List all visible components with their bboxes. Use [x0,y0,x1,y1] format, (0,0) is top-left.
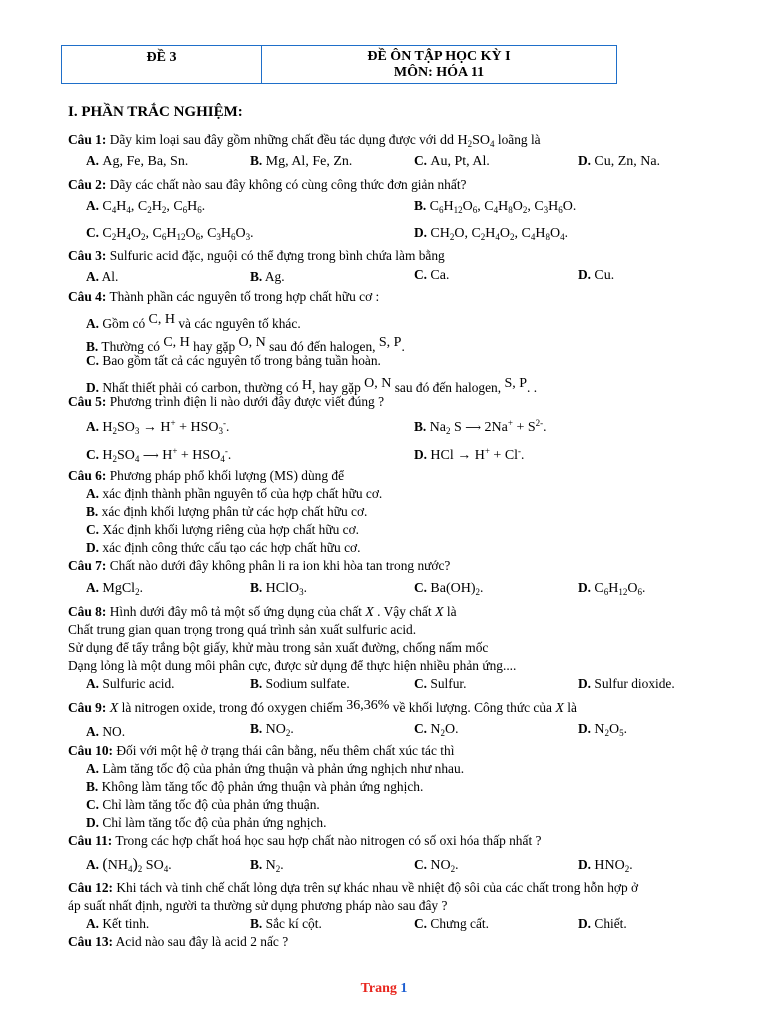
q1-option-d[interactable]: D. Cu, Zn, Na. [578,153,660,169]
q1-option-c[interactable]: C. Au, Pt, Al. [414,153,490,169]
q7-option-c[interactable]: C. $Ba(OH)_2$. [414,580,484,597]
q3-option-a[interactable]: A. Al. [86,269,119,284]
q9-option-d[interactable]: D. $N_2O_5$. [578,721,627,738]
q7-option-a[interactable]: A. MgCl$_2$. [86,580,143,597]
exam-number: ĐỀ 3 [62,46,262,83]
q4-option-b[interactable]: B. Thường có C, H hay gặp O, N sau đó đến halogen, S, P. [86,335,405,354]
page-footer [0,981,768,997]
page-number: 1 [400,981,408,996]
q11-option-c[interactable]: C. $NO_2$. [414,857,459,874]
question-6: Câu 6: Phương pháp phổ khối lượng (MS) dùng để [68,468,345,483]
exam-title: ĐỀ ÔN TẬP HỌC KỲ I MÔN: HÓA 11 [367,49,511,80]
q5-option-a[interactable]: A. $H_2SO_3 \to H^+ + HSO_3^-$. [86,418,230,436]
q8-line-1: Chất trung gian quan trọng trong quá trình sản xuất sulfuric acid. [68,622,417,637]
q12-option-b[interactable]: B. Sắc kí cột. [250,916,322,931]
q6-option-b[interactable]: B. xác định khối lượng phân tử các hợp chất hữu cơ. [86,504,368,519]
q6-option-c[interactable]: C. Xác định khối lượng riêng của hợp chất hữu cơ. [86,522,360,537]
q8-option-c[interactable]: C. Sulfur. [414,676,467,691]
question-3: Câu 3: Sulfuric acid đặc, nguội có thể đựng trong bình chứa làm bằng [68,248,445,263]
q2-option-d[interactable]: D. $CH_2O$, $C_2H_4O_2$, $C_4H_8O_4$. [414,225,568,242]
q4-option-a[interactable]: A. Gồm có C, H và các nguyên tố khác. [86,312,301,331]
question-12: Câu 12: Khi tách và tinh chế chất lỏng dựa trên sự khác nhau về nhiệt độ sôi của các chất trong hỗn hợp ở [68,880,639,895]
question-7: Câu 7: Chất nào dưới đây không phân li ra ion khi hòa tan trong nước? [68,558,451,573]
q3-option-b[interactable]: B. Ag. [250,269,285,284]
q8-option-a[interactable]: A. Sulfuric acid. [86,676,175,691]
q4-option-c[interactable]: C. Bao gồm tất cả các nguyên tố trong bảng tuần hoàn. [86,353,381,368]
question-1: Câu 1: Dãy kim loại sau đây gồm những chất đều tác dụng được với dd $H_2SO_4$ loãng là [68,132,541,149]
question-13: Câu 13: Acid nào sau đây là acid 2 nấc ? [68,934,289,949]
question-12-cont: áp suất nhất định, người ta thường sử dụng phương pháp nào sau đây ? [68,898,448,913]
q2-option-c[interactable]: C. $C_2H_4O_2$, $C_6H_{12}O_6$, $C_3H_6O_3$. [86,225,254,242]
q5-option-d[interactable]: D. HCl → H+ + Cl-. [414,446,525,463]
q10-option-a[interactable]: A. Làm tăng tốc độ của phản ứng thuận và phản ứng nghịch như nhau. [86,761,465,776]
q9-option-a[interactable]: A. NO. [86,724,126,739]
q12-option-d[interactable]: D. Chiết. [578,916,627,931]
q7-option-d[interactable]: D. $C_6H_{12}O_6$. [578,580,646,597]
q3-option-d[interactable]: D. Cu. [578,267,615,283]
q11-option-d[interactable]: D. $HNO_2$. [578,857,633,874]
q8-option-d[interactable]: D. Sulfur dioxide. [578,676,675,691]
question-4: Câu 4: Thành phần các nguyên tố trong hợp chất hữu cơ : [68,289,380,304]
q4-option-d[interactable]: D. Nhất thiết phải có carbon, thường có H, hay gặp O, N sau đó đến halogen, S, P. . [86,376,538,395]
q10-option-d[interactable]: D. Chỉ làm tăng tốc độ của phản ứng nghịch. [86,815,327,830]
q8-line-2: Sử dụng để tẩy trắng bột giấy, khử màu trong sản xuất đường, chống nấm mốc [68,640,489,655]
q6-option-a[interactable]: A. xác định thành phần nguyên tố của hợp chất hữu cơ. [86,486,383,501]
q1-option-b[interactable]: B. Mg, Al, Fe, Zn. [250,153,353,169]
q2-option-a[interactable]: A. $C_4H_4$, $C_2H_2$, $C_6H_6$. [86,198,206,215]
q5-option-c[interactable]: C. $H_2SO_4$ ⟶ $H^+ + HSO_4^-$. [86,446,232,464]
question-11: Câu 11: Trong các hợp chất hoá học sau hợp chất nào nitrogen có số oxi hóa thấp nhất ? [68,833,542,848]
question-5: Câu 5: Phương trình điện li nào dưới đây được viết đúng ? [68,394,385,409]
q10-option-b[interactable]: B. Không làm tăng tốc độ phản ứng thuận và phản ứng nghịch. [86,779,424,794]
q7-option-b[interactable]: B. HClO$_3$. [250,580,307,597]
header-box [61,45,617,84]
q11-option-a[interactable]: A. $(NH_4)_2$ $SO_4$. [86,856,172,874]
question-10: Câu 10: Đối với một hệ ở trạng thái cân bằng, nếu thêm chất xúc tác thì [68,743,455,758]
q12-option-a[interactable]: A. Kết tinh. [86,916,150,931]
q10-option-c[interactable]: C. Chỉ làm tăng tốc độ của phản ứng thuận. [86,797,320,812]
question-9: Câu 9: X là nitrogen oxide, trong đó oxygen chiếm 36,36% về khối lượng. Công thức của X là [68,698,577,716]
q3-option-c[interactable]: C. Ca. [414,267,450,283]
section-title: I. PHẦN TRẮC NGHIỆM: [68,104,243,120]
q1-option-a[interactable]: A. Ag, Fe, Ba, Sn. [86,153,189,169]
q2-option-b[interactable]: B. $C_6H_{12}O_6$, $C_4H_8O_2$, $C_3H_6O$. [414,198,577,215]
q8-option-b[interactable]: B. Sodium sulfate. [250,676,350,691]
question-8: Câu 8: Hình dưới đây mô tả một số ứng dụng của chất X . Vậy chất X là [68,604,457,620]
q9-option-c[interactable]: C. $N_2O$. [414,721,459,738]
question-2: Câu 2: Dãy các chất nào sau đây không có cùng công thức đơn giản nhất? [68,177,467,192]
q11-option-b[interactable]: B. $N_2$. [250,857,284,874]
q9-option-b[interactable]: B. $NO_2$. [250,721,294,738]
page-label: Trang [360,981,397,996]
q12-option-c[interactable]: C. Chưng cất. [414,916,489,931]
q8-line-3: Dạng lỏng là một dung môi phân cực, được sử dụng để thực hiện nhiều phản ứng.... [68,658,517,673]
q6-option-d[interactable]: D. xác định công thức cấu tạo các hợp chất hữu cơ. [86,540,361,555]
q5-option-b[interactable]: B. $Na_2$ S ⟶ $2Na^+ + S^{2-}$. [414,418,547,436]
